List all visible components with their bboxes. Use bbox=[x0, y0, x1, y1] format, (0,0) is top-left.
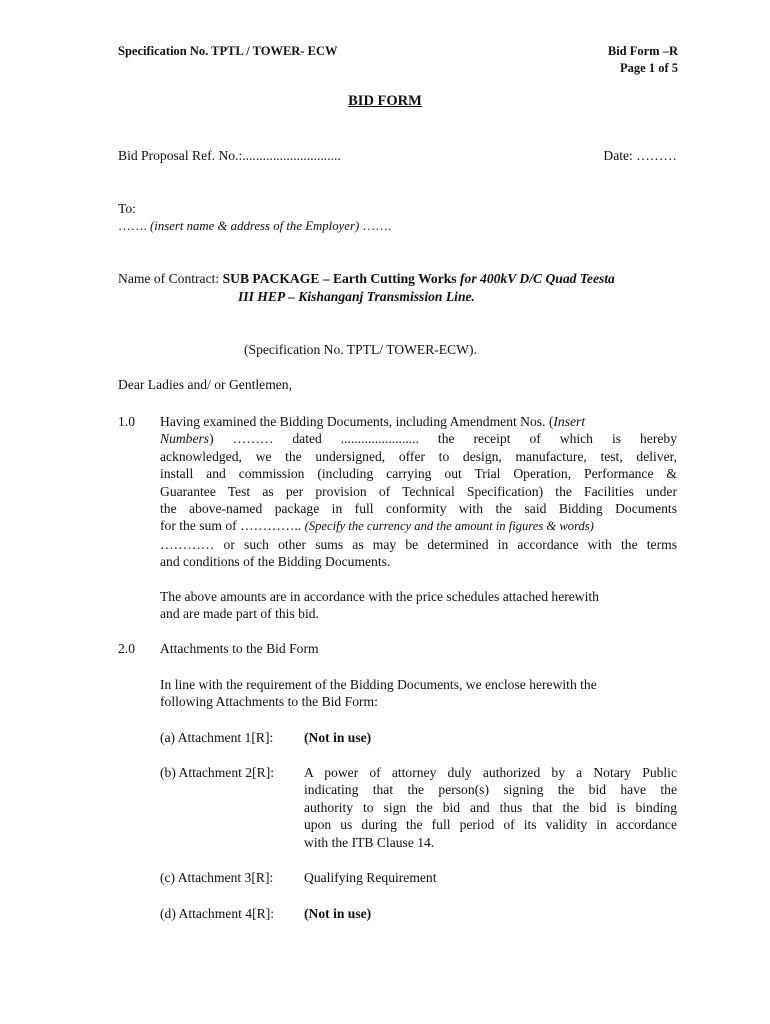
attachment-4-value: (Not in use) bbox=[304, 906, 372, 921]
spec-number-header: Specification No. TPTL / TOWER- ECW bbox=[118, 44, 338, 58]
section-2-heading: Attachments to the Bid Form bbox=[160, 641, 319, 656]
date-field: Date: ……… bbox=[603, 148, 677, 163]
attachment-2-value: A power of attorney duly authorized by a Notary Public indicating that the person(s) signing the bid have the authority to sign the bid and thus that the bid is binding upon us during the full period of its validity in accordance with the ITB Clause 14. bbox=[304, 765, 677, 850]
attachment-2-label: (b) Attachment 2[R]: bbox=[160, 765, 275, 780]
attachment-3-label: (c) Attachment 3[R]: bbox=[160, 870, 274, 885]
contract-line-1 bbox=[118, 270, 678, 287]
section-1-body bbox=[160, 413, 677, 571]
employer-address-line bbox=[118, 218, 391, 235]
s1-line-4: install and commission (including carrying out Trial Operation, Performance & bbox=[160, 466, 677, 482]
page-title: BID FORM bbox=[348, 93, 422, 109]
section-1-para-2: The above amounts are in accordance with the price schedules attached herewith and are made part of this bid. bbox=[160, 589, 599, 622]
page-number-header: Page 1 of 5 bbox=[620, 61, 678, 75]
salutation: Dear Ladies and/ or Gentlemen, bbox=[118, 377, 293, 392]
s1-line-8: ………… or such other sums as may be determined in accordance with the terms bbox=[160, 536, 677, 552]
attachment-3-value: Qualifying Requirement bbox=[304, 870, 437, 885]
employer-placeholder: (insert name & address of the Employer) bbox=[150, 219, 360, 233]
s1-line-6: the above-named package in full conformity with the said Bidding Documents bbox=[160, 501, 677, 517]
s1-line-7: for the sum of ………….. (Specify the currency and the amount in figures & words) bbox=[160, 518, 594, 534]
s1-line-5: Guarantee Test as per provision of Technical Specification) the Facilities under bbox=[160, 483, 677, 499]
contract-name: SUB PACKAGE – Earth Cutting Works bbox=[222, 271, 457, 286]
contract-label: Name of Contract: bbox=[118, 271, 220, 286]
s1-line-1: Having examined the Bidding Documents, including Amendment Nos. (Insert bbox=[160, 414, 586, 429]
dots-after: ……. bbox=[362, 219, 392, 233]
form-id-header: Bid Form –R bbox=[607, 44, 678, 58]
contract-name-italic-1: for 400kV D/C Quad Teesta bbox=[460, 271, 615, 286]
s1-line-2: Numbers ) ……… dated ....................... the receipt of which is hereby bbox=[160, 431, 677, 447]
s1-line-9: and conditions of the Bidding Documents. bbox=[160, 554, 391, 570]
section-1-number: 1.0 bbox=[118, 414, 135, 429]
section-2-intro: In line with the requirement of the Bidding Documents, we enclose herewith the following Attachments to the Bid Form: bbox=[160, 677, 597, 710]
attachment-4-label: (d) Attachment 4[R]: bbox=[160, 906, 275, 921]
attachment-1-value: (Not in use) bbox=[304, 730, 372, 745]
to-label: To: bbox=[118, 201, 136, 216]
bid-proposal-ref: Bid Proposal Ref. No.:............................. bbox=[118, 148, 341, 163]
s1-line-3: acknowledged, we the undersigned, offer to design, manufacture, test, deliver, bbox=[160, 448, 677, 464]
section-2-number: 2.0 bbox=[118, 641, 135, 656]
contract-name-italic-2: III HEP – Kishanganj Transmission Line. bbox=[238, 289, 475, 304]
attachment-1-label: (a) Attachment 1[R]: bbox=[160, 730, 274, 745]
specification-line: (Specification No. TPTL/ TOWER-ECW). bbox=[244, 342, 477, 357]
dots-before: ……. bbox=[118, 219, 147, 233]
